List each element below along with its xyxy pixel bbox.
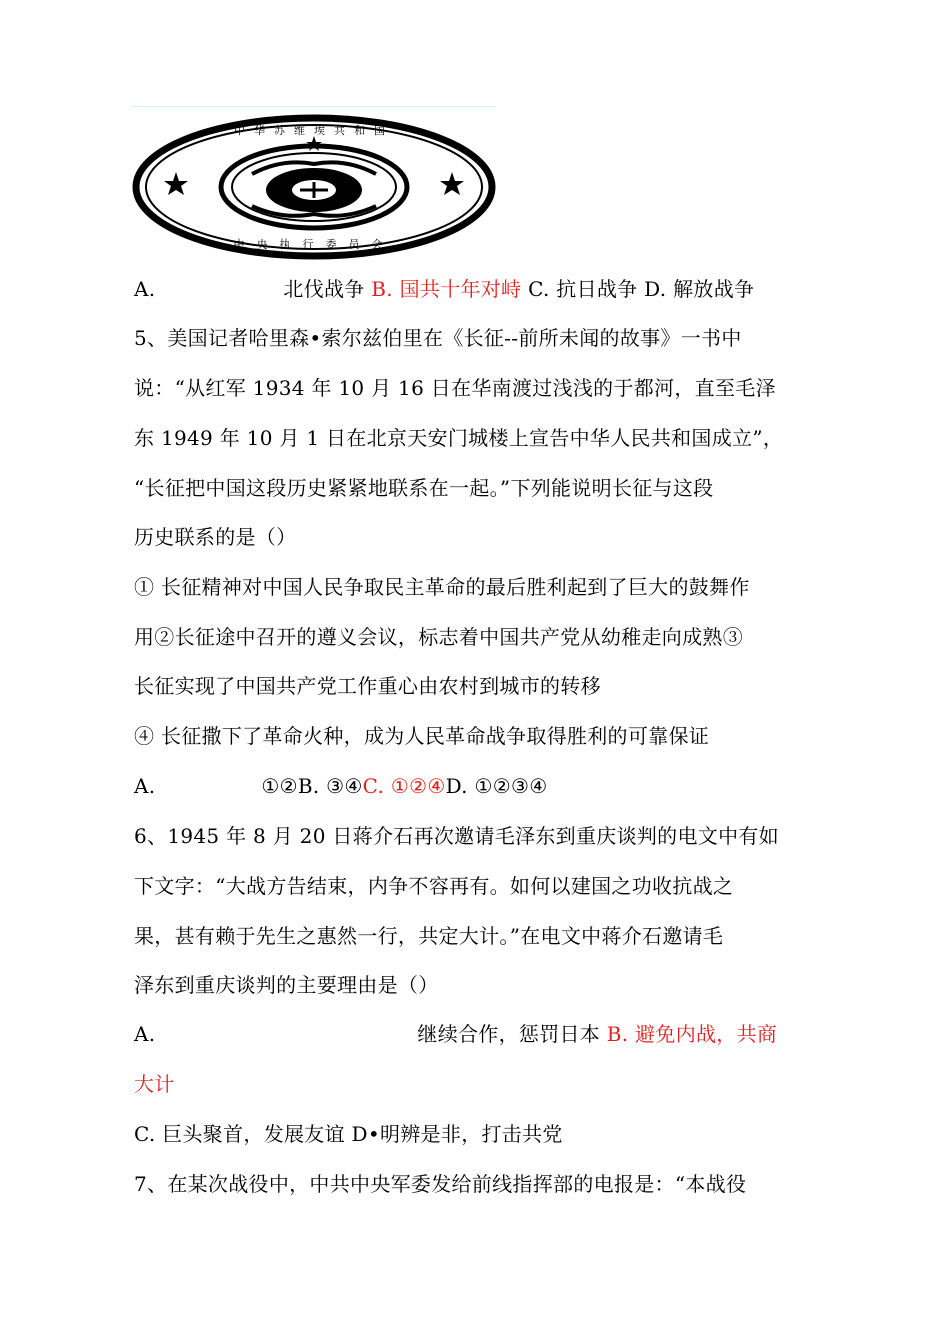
q4-options bbox=[134, 277, 754, 301]
q5-options bbox=[134, 774, 547, 798]
q5-item-3: 长征实现了中国共产党工作重心由农村到城市的转移 bbox=[134, 674, 601, 698]
q6-options-cd: C. 巨头聚首，发展友谊 D•明辨是非，打击共党 bbox=[134, 1122, 563, 1146]
q7-stem-line1: 7、在某次战役中，中共中央军委发给前线指挥部的电报是：“本战役 bbox=[134, 1172, 747, 1196]
q6-options-ab bbox=[134, 1022, 777, 1046]
q5-stem-line2: 说：“从红军 1934 年 10 月 16 日在华南渡过浅浅的于都河，直至毛泽 bbox=[134, 376, 776, 400]
q4-option-b-answer: B. 国共十年对峙 bbox=[371, 277, 522, 301]
central-executive-committee-seal bbox=[132, 114, 496, 260]
q4-option-a-text: 北伐战争 bbox=[283, 277, 365, 301]
q5-stem-line1: 5、美国记者哈里森•索尔兹伯里在《长征--前所未闻的故事》一书中 bbox=[134, 326, 742, 350]
q6-stem-line2: 下文字：“大战方告结束，内争不容再有。如何以建国之功收抗战之 bbox=[134, 874, 734, 898]
q5-option-a-label: A. bbox=[134, 774, 156, 798]
q4-option-a-label: A. bbox=[134, 277, 156, 301]
q5-option-c-answer: C. ①②④ bbox=[362, 774, 446, 798]
q5-stem-line5: 历史联系的是（） bbox=[134, 525, 297, 549]
q6-stem-line4: 泽东到重庆谈判的主要理由是（） bbox=[134, 973, 439, 997]
seal-top-text: 中华苏维埃共和国 bbox=[234, 124, 394, 137]
q5-option-b: B. ③④ bbox=[297, 774, 363, 798]
q5-stem-line3: 东 1949 年 10 月 1 日在北京天安门城楼上宣告中华人民共和国成立”， bbox=[134, 426, 784, 450]
q4-option-c: C. 抗日战争 bbox=[528, 277, 638, 301]
q5-item-1: ① 长征精神对中国人民争取民主革命的最后胜利起到了巨大的鼓舞作 bbox=[134, 575, 750, 599]
q6-option-a-text: 继续合作，惩罚日本 bbox=[417, 1022, 601, 1046]
seal-top-rule bbox=[132, 106, 496, 107]
q5-option-a-text: ①② bbox=[261, 774, 298, 798]
q6-stem-line1: 6、1945 年 8 月 20 日蒋介石再次邀请毛泽东到重庆谈判的电文中有如 bbox=[134, 824, 779, 848]
q5-option-d: D. ①②③④ bbox=[445, 774, 548, 798]
q5-item-4: ④ 长征撒下了革命火种，成为人民革命战争取得胜利的可靠保证 bbox=[134, 724, 710, 748]
q6-stem-line3: 果，甚有赖于先生之惠然一行，共定大计。”在电文中蒋介石邀请毛 bbox=[134, 924, 724, 948]
seal-bottom-text: 中央执行委员会 bbox=[233, 238, 395, 251]
q6-option-b-answer-cont: 大计 bbox=[134, 1072, 175, 1096]
q5-item-1-cont: 用②长征途中召开的遵义会议，标志着中国共产党从幼稚走向成熟③ bbox=[134, 625, 743, 649]
q6-option-b-answer: B. 避免内战，共商 bbox=[606, 1022, 778, 1046]
q4-option-d: D. 解放战争 bbox=[644, 277, 755, 301]
q6-option-a-label: A. bbox=[134, 1022, 156, 1046]
q5-stem-line4: “长征把中国这段历史紧紧地联系在一起。”下列能说明长征与这段 bbox=[134, 476, 714, 500]
